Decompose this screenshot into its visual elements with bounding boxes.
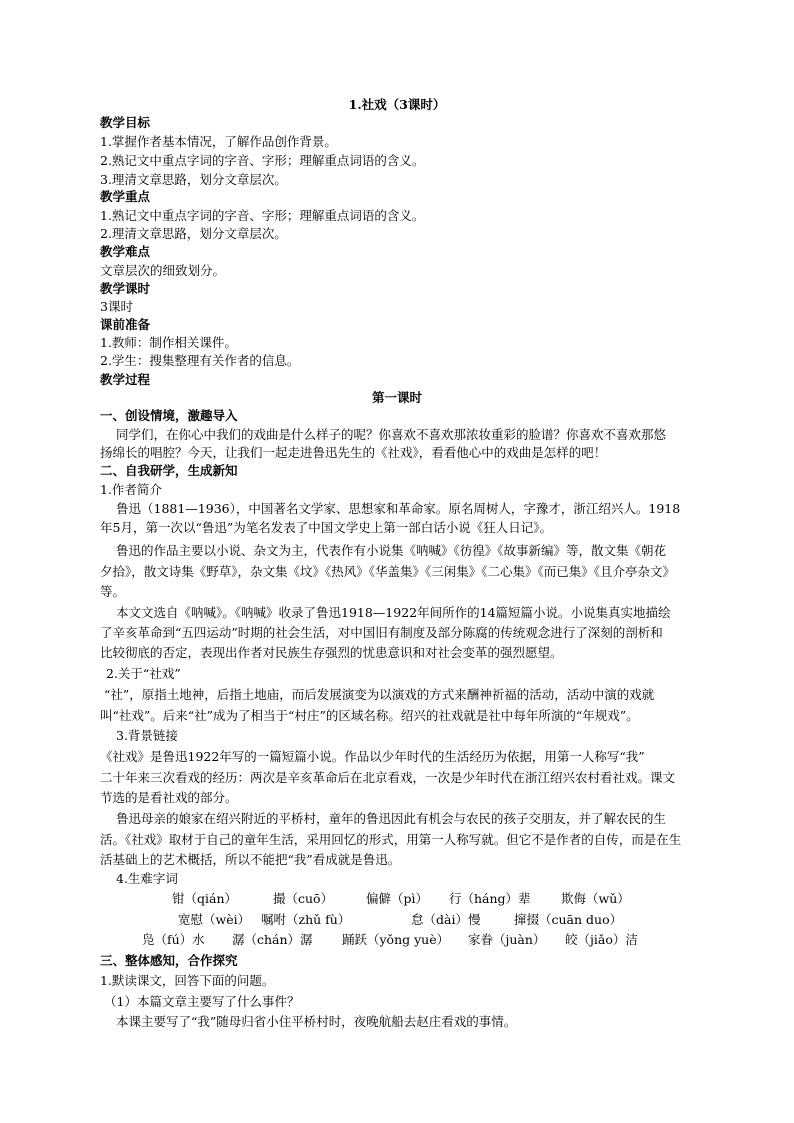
vocab-item: 撺掇（cuān duo） (514, 912, 623, 927)
section-heading: 一、创设情境，激趣导入 (100, 408, 238, 423)
paragraph-line: 节选的是看社戏的部分。 (100, 790, 238, 805)
paragraph-line: 鲁迅的作品主要以小说、杂文为主，代表作有小说集《呐喊》《彷徨》《故事新编》等，散文集《朝花 (116, 543, 667, 558)
paragraph-line: 1.默读课文，回答下面的问题。 (100, 973, 275, 988)
vocab-item: 宽慰（wèi） (178, 912, 251, 927)
paragraph-line: 二十年来三次看戏的经历：两次是辛亥革命后在北京看戏，一次是少年时代在浙江绍兴农村看社戏。课文 (100, 770, 676, 785)
key-point-item: 2.理清文章思路，划分文章层次。 (100, 226, 287, 241)
vocab-item: 行（háng）辈 (449, 891, 531, 906)
paragraph-line: 扬绵长的唱腔？今天，让我们一起走进鲁迅先生的《社戏》，看看他心中的戏曲是怎样的吧！ (100, 445, 607, 460)
class-hours-heading: 教学课时 (100, 281, 151, 296)
paragraph-line: 活基础上的艺术概括，所以不能把“我”看成就是鲁迅。 (100, 852, 401, 867)
objective-item: 1.掌握作者基本情况，了解作品创作背景。 (100, 134, 337, 149)
document-title: 1.社戏（3课时） (348, 97, 446, 112)
vocab-item: 踊跃（yǒng yuè） (342, 932, 450, 947)
paragraph-line: 等。 (100, 584, 126, 599)
preparation-heading: 课前准备 (100, 317, 151, 332)
section-heading: 二、自我研学，生成新知 (100, 463, 238, 478)
vocab-item: 嘱咐（zhǔ fù） (261, 912, 351, 927)
vocab-item: 皎（jiǎo）洁 (565, 932, 638, 947)
paragraph-line: 夕拾》，散文诗集《野草》，杂文集《坟》《热风》《华盖集》《三闲集》《二心集》《而已集》《且介亭杂文》 (100, 564, 676, 579)
paragraph-line: 叫“社戏”。后来“社”成为了相当于“村庄”的区域名称。绍兴的社戏就是社中每年所演的“年规戏”。 (100, 708, 639, 723)
vocab-item: 凫（fú）水 (142, 932, 205, 947)
preparation-item: 1.教师：制作相关课件。 (100, 335, 237, 350)
class-hours-value: 3课时 (100, 299, 133, 314)
paragraph-line: 本文文选自《呐喊》。《呐喊》收录了鲁迅1918—1922年间所作的14篇短篇小说。小说集真实地描绘 (116, 605, 671, 620)
subsection-heading: 3.背景链接 (116, 728, 178, 743)
difficulty-item: 文章层次的细致划分。 (100, 263, 226, 278)
process-heading: 教学过程 (100, 372, 151, 387)
objectives-heading: 教学目标 (100, 115, 151, 130)
subsection-heading: 1.作者简介 (100, 482, 162, 497)
paragraph-line: 鲁迅母亲的娘家在绍兴附近的平桥村，童年的鲁迅因此有机会与农民的孩子交朋友，并了解农民的生 (116, 811, 667, 826)
objective-item: 3.理清文章思路，划分文章层次。 (100, 172, 287, 187)
paragraph-line: 活。《社戏》取材于自己的童年生活，采用回忆的形式，用第一人称写就。但它不是作者的自传，而是在生 (100, 832, 682, 847)
preparation-item: 2.学生：搜集整理有关作者的信息。 (100, 353, 300, 368)
paragraph-line: 比较彻底的否定，表现出作者对民族生存强烈的忧患意识和对社会变革的强烈愿望。 (100, 645, 563, 660)
section-heading: 三、整体感知，合作探究 (100, 953, 238, 968)
lesson-title: 第一课时 (371, 390, 422, 405)
difficulties-heading: 教学难点 (100, 244, 151, 259)
vocab-item: 偏僻（pì） (366, 891, 428, 906)
vocab-item: 撮（cuō） (273, 891, 334, 906)
paragraph-line: 《社戏》是鲁迅1922年写的一篇短篇小说。作品以少年时代的生活经历为依据，用第一人称写“我” (100, 749, 645, 764)
vocab-item: 钳（qián） (172, 891, 238, 906)
vocab-item: 家眷（juàn） (468, 932, 546, 947)
paragraph-line: 鲁迅（1881—1936），中国著名文学家、思想家和革命家。原名周树人，字豫才，浙江绍兴人。1918 (116, 501, 681, 516)
vocab-item: 怠（dài）慢 (411, 912, 481, 927)
key-points-heading: 教学重点 (100, 189, 151, 204)
paragraph-line: （1）本篇文章主要写了什么事件？ (104, 994, 300, 1009)
vocab-item: 潺（chán）潺 (232, 932, 313, 947)
objective-item: 2.熟记文中重点字词的字音、字形；理解重点词语的含义。 (100, 153, 425, 168)
paragraph-line: 了辛亥革命到“五四运动”时期的社会生活，对中国旧有制度及部分陈腐的传统观念进行了深刻的剖析和 (100, 625, 663, 640)
key-point-item: 1.熟记文中重点字词的字音、字形；理解重点词语的含义。 (100, 208, 425, 223)
vocab-item: 欺侮（wǔ） (561, 891, 630, 906)
subsection-heading: 2.关于“社戏” (106, 666, 181, 681)
paragraph-line: 年5月，第一次以“鲁迅”为笔名发表了中国文学史上第一部白话小说《狂人日记》。 (100, 520, 552, 535)
subsection-heading: 4.生难字词 (116, 871, 178, 886)
paragraph-line: 同学们，在你心中我们的戏曲是什么样子的呢？你喜欢不喜欢那浓妆重彩的脸谱？你喜欢不喜欢那悠 (116, 427, 667, 442)
paragraph-line: 本课主要写了“我”随母归省小住平桥村时，夜晚航船去赵庄看戏的事情。 (116, 1014, 517, 1029)
paragraph-line: “社”，原指土地神，后指土地庙，而后发展演变为以演戏的方式来酬神祈福的活动，活动中演的戏就 (104, 687, 655, 702)
